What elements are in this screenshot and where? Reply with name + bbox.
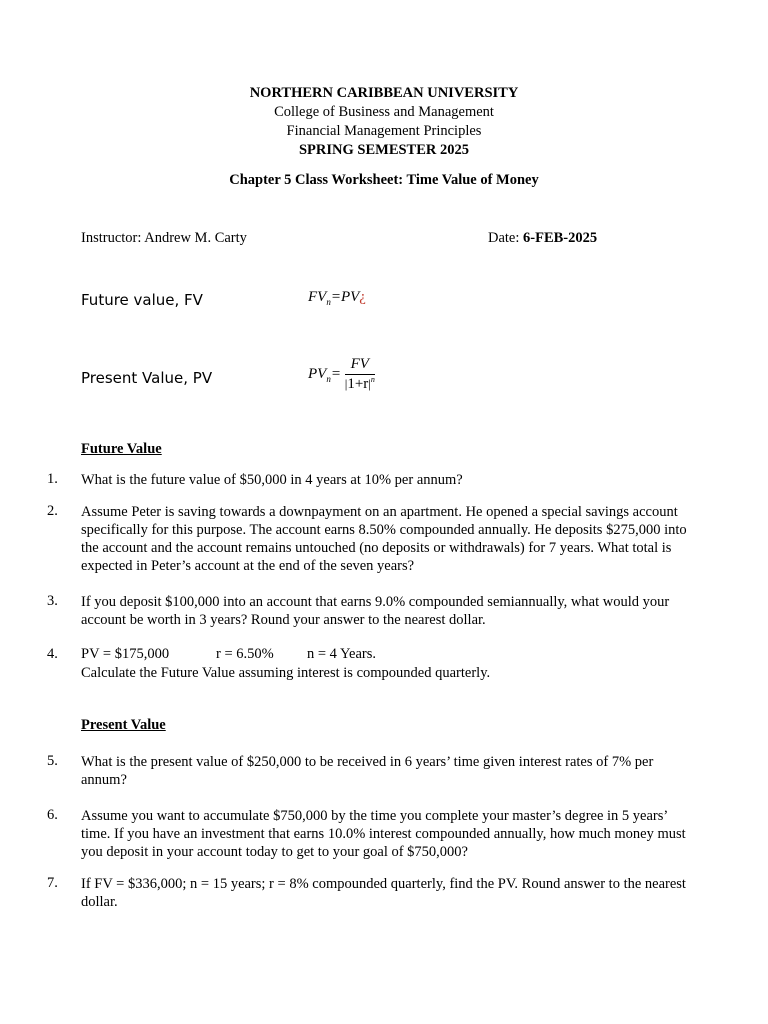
- question-number: 7.: [47, 875, 58, 891]
- pv-fraction: [345, 356, 375, 393]
- q4-rate: r = 6.50%: [216, 646, 274, 662]
- fv-lhs: FV: [308, 289, 327, 305]
- question-number: 6.: [47, 807, 58, 823]
- future-value-heading: Future Value: [81, 441, 162, 457]
- pv-formula-label: Present Value, PV: [81, 369, 213, 387]
- pv-lhs: PV: [308, 366, 327, 382]
- date-line: [488, 230, 597, 247]
- question-number: 5.: [47, 753, 58, 769]
- worksheet-title: Chapter 5 Class Worksheet: Time Value of Money: [229, 172, 539, 188]
- question-text: Assume Peter is saving towards a downpayment on an apartment. He opened a special savings account specifically for this purpose. The account earns 8.50% compounded annually. He deposits $275,000 into the account and the account remains untouched (no deposits or withdrawals) for 7 years. What total is expected in Peter’s account at the end of the seven years?: [81, 504, 687, 574]
- fv-formula: [308, 289, 366, 306]
- instructor-line: Instructor: Andrew M. Carty: [81, 230, 247, 246]
- pv-numerator: FV: [345, 356, 375, 375]
- date-value: 6-FEB-2025: [523, 230, 598, 246]
- date-label: Date:: [488, 230, 520, 246]
- fv-missing-glyph: ¿: [359, 289, 366, 305]
- course-name: Financial Management Principles: [286, 123, 482, 139]
- fv-subscript: n: [326, 297, 331, 307]
- fv-formula-label: Future value, FV: [81, 291, 203, 309]
- pv-den-text: 1+r: [347, 376, 369, 392]
- semester: SPRING SEMESTER 2025: [298, 142, 469, 158]
- college-name: College of Business and Management: [274, 104, 494, 120]
- pv-subscript: n: [326, 373, 331, 384]
- question-text: What is the present value of $250,000 to be received in 6 years’ time given interest rates of 7% per annum?: [81, 754, 654, 788]
- university-name: NORTHERN CARIBBEAN UNIVERSITY: [249, 85, 519, 101]
- q4-periods: n = 4 Years.: [307, 646, 377, 662]
- question-text: What is the future value of $50,000 in 4 years at 10% per annum?: [81, 472, 463, 488]
- question-text: If FV = $336,000; n = 15 years; r = 8% compounded quarterly, find the PV. Round answer to the nearest dollar.: [81, 876, 686, 910]
- present-value-heading: Present Value: [81, 717, 166, 733]
- question-number: 2.: [47, 503, 58, 519]
- fv-equals: =PV: [330, 289, 360, 305]
- pv-equals: =: [330, 366, 341, 382]
- question-number: 4.: [47, 646, 58, 662]
- question-text: If you deposit $100,000 into an account that earns 9.0% compounded semiannually, what would your account be worth in 3 years? Round your answer to the nearest dollar.: [81, 594, 670, 628]
- question-text: Calculate the Future Value assuming interest is compounded quarterly.: [81, 665, 491, 681]
- pv-exponent: n: [370, 375, 375, 384]
- q4-pv: PV = $175,000: [81, 646, 170, 662]
- question-number: 3.: [47, 593, 58, 609]
- question-number: 1.: [47, 471, 58, 487]
- pv-formula: [308, 356, 375, 393]
- pv-denominator: $|1+r|^n$: [344, 375, 375, 392]
- question-text: Assume you want to accumulate $750,000 by the time you complete your master’s degree in 5 years’ time. If you have an investment that earns 10.0% interest compounded annually, how much money must you deposit in your account today to get to your goal of $750,000?: [81, 808, 686, 860]
